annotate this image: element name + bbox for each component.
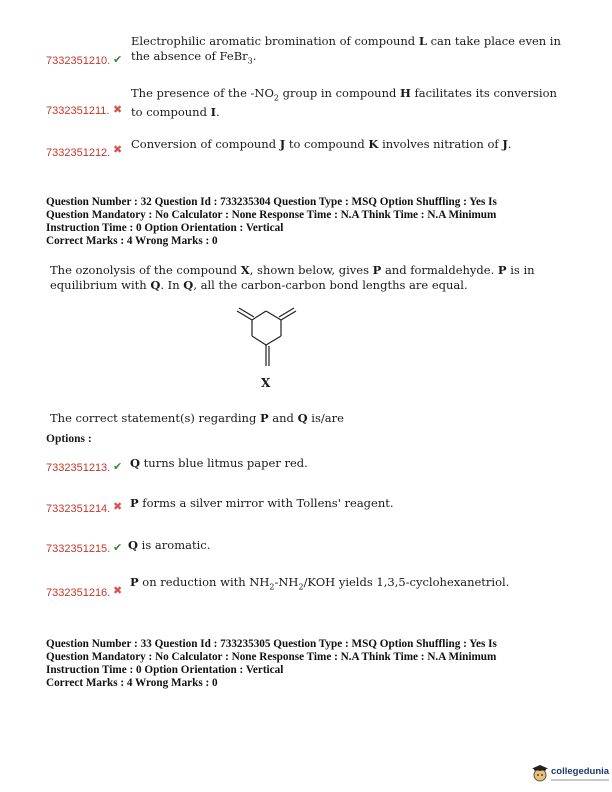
question-meta-32 — [46, 196, 497, 248]
option-text: Q turns blue litmus paper red. — [130, 456, 308, 470]
meta-line: Instruction Time : 0 Option Orientation : Vertical — [46, 222, 284, 234]
meta-line: Question Mandatory : No Calculator : None Response Time : N.A Think Time : N.A Minimum — [46, 651, 497, 663]
meta-line: Correct Marks : 4 Wrong Marks : 0 — [46, 235, 218, 247]
option-text: The presence of the $-NO_2$ group in compound H facilitates its conversion to compound I. — [131, 86, 557, 120]
option-text: P forms a silver mirror with Tollens' reagent. — [130, 496, 394, 510]
question-stem: The ozonolysis of the compound X, shown below, gives P and formaldehyde. P is in equilibrium with Q. In Q, all the carbon-carbon bond lengths are equal. — [50, 263, 535, 292]
cross-icon: ✖ — [113, 500, 123, 513]
option-id: 7332351211. — [46, 105, 110, 117]
option-id: 7332351215. — [46, 543, 111, 555]
mascot-icon — [531, 765, 549, 783]
option-id: 7332351213. — [46, 462, 111, 474]
option-id: 7332351212. — [46, 147, 111, 159]
question-prompt: The correct statement(s) regarding P and Q is/are — [50, 411, 344, 425]
cross-icon: ✖ — [113, 103, 123, 116]
options-label: Options : — [46, 433, 92, 445]
collegedunia-logo — [531, 765, 609, 783]
meta-line: Correct Marks : 4 Wrong Marks : 0 — [46, 677, 218, 689]
option-text: Conversion of compound J to compound K involves nitration of J. — [131, 137, 512, 151]
meta-line: Question Number : 33 Question Id : 733235305 Question Type : MSQ Option Shuffling : Yes Is — [46, 638, 497, 650]
meta-line: Question Mandatory : No Calculator : None Response Time : N.A Think Time : N.A Minimum — [46, 209, 497, 221]
compound-x-structure — [225, 300, 315, 380]
logo-tagline-bar — [551, 779, 609, 781]
option-text: Q is aromatic. — [128, 538, 211, 552]
option-text: P on reduction with $NH_2-NH_2$/KOH yields 1,3,5-cyclohexanetriol. — [130, 575, 510, 592]
option-id: 7332351210. — [46, 55, 111, 67]
option-text: Electrophilic aromatic bromination of compound L can take place even in the absence of FeBr$_3$. — [131, 34, 561, 66]
cross-icon: ✖ — [113, 143, 123, 156]
check-icon: ✔ — [113, 460, 123, 473]
meta-line: Question Number : 32 Question Id : 733235304 Question Type : MSQ Option Shuffling : Yes Is — [46, 196, 497, 208]
option-id: 7332351214. — [46, 503, 111, 515]
structure-label: X — [261, 376, 271, 390]
meta-line: Instruction Time : 0 Option Orientation : Vertical — [46, 664, 284, 676]
option-id: 7332351216. — [46, 587, 111, 599]
logo-text: collegedunia — [551, 766, 610, 777]
question-meta-33 — [46, 638, 497, 690]
check-icon: ✔ — [113, 541, 123, 554]
cross-icon: ✖ — [113, 584, 123, 597]
check-icon: ✔ — [113, 53, 123, 66]
